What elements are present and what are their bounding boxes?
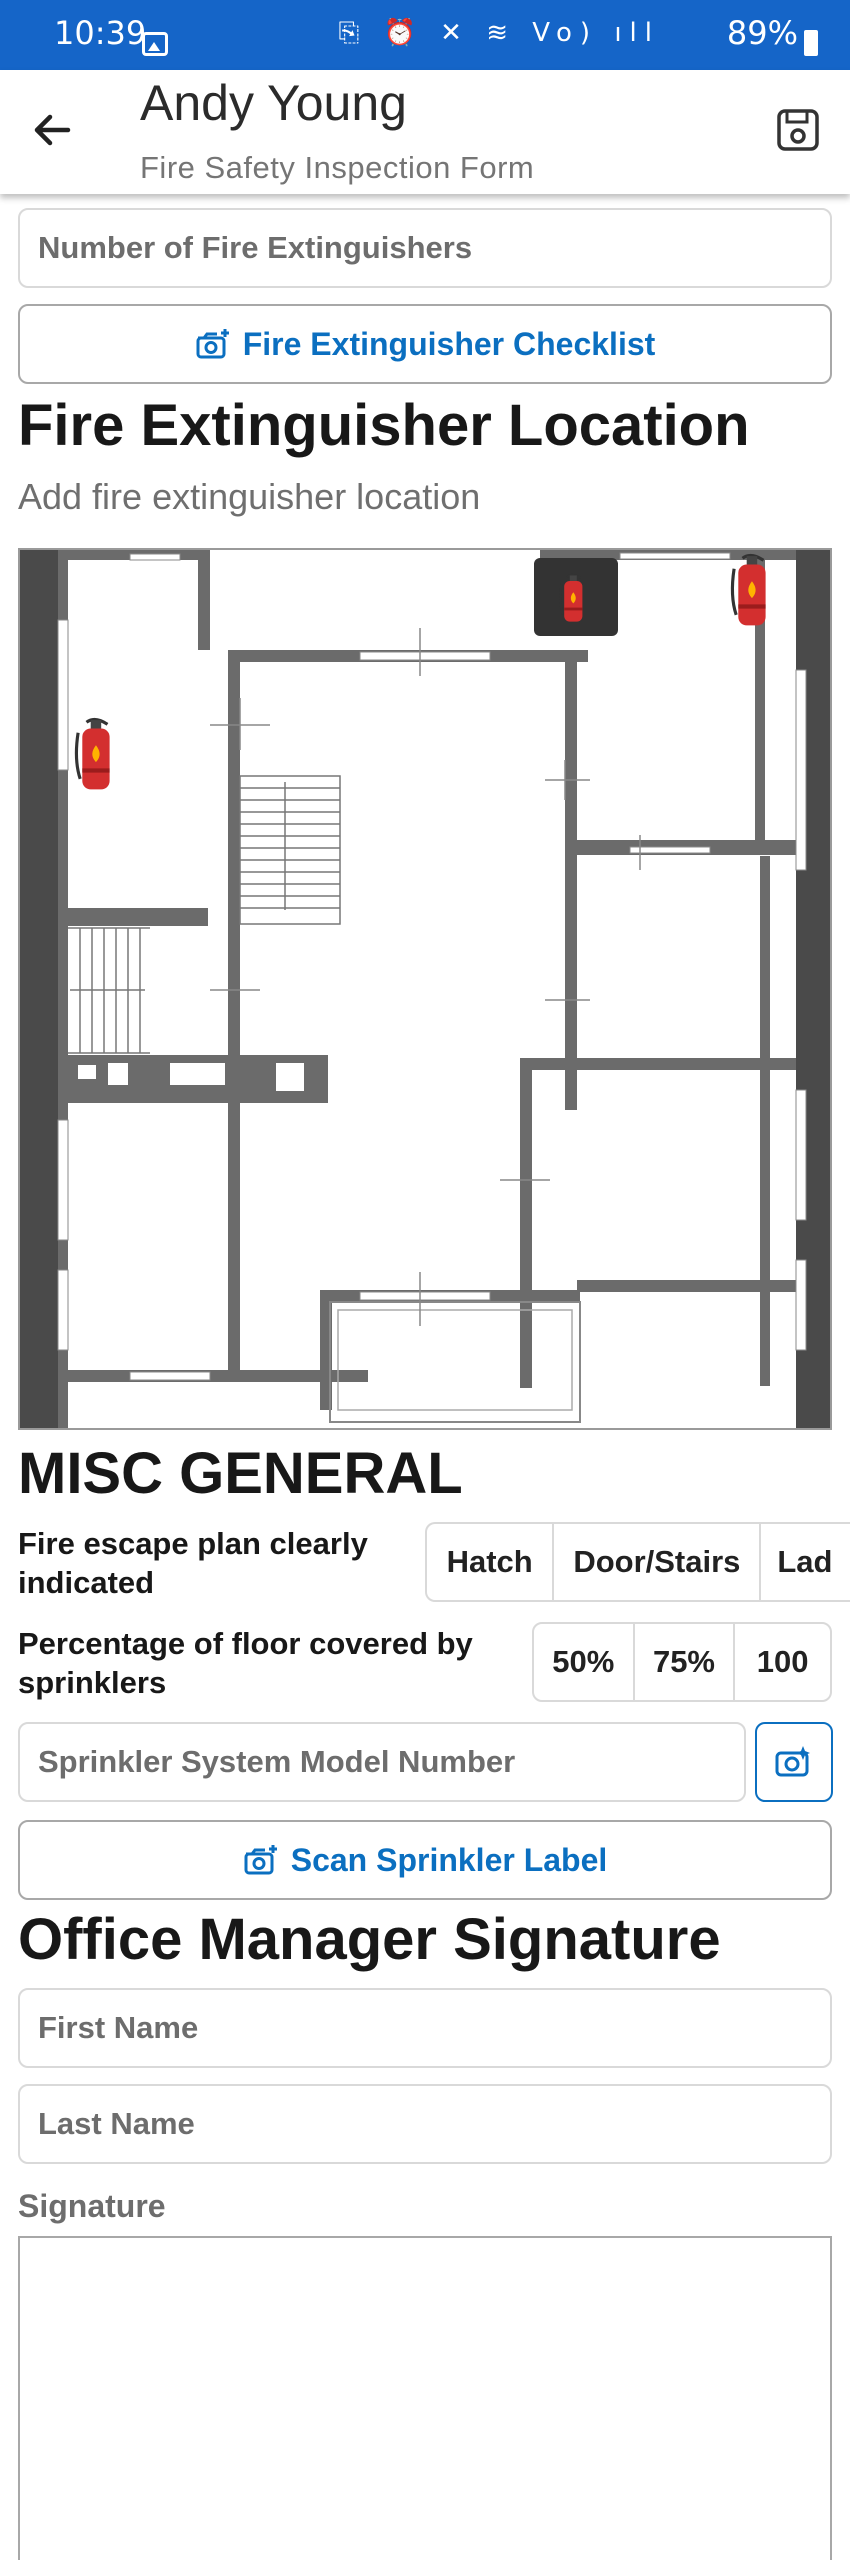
first-name-placeholder: First Name (38, 2010, 199, 2045)
camera-plus-icon (195, 328, 231, 360)
extinguisher-count-input[interactable] (18, 208, 832, 288)
status-icons: ⎘ ⏰ ✕ ≋ Vo) ıll (338, 18, 660, 48)
extinguisher-checklist-button[interactable] (18, 304, 832, 384)
page-title: Andy Young (140, 75, 407, 131)
battery-icon (804, 30, 818, 56)
signature-pad[interactable] (18, 2236, 832, 2560)
floor-plan[interactable] (18, 548, 832, 1430)
camera-scan-icon (774, 1744, 814, 1780)
misc-general-heading: MISC GENERAL (18, 1441, 463, 1506)
page-subtitle: Fire Safety Inspection Form (140, 150, 535, 185)
scan-sprinkler-label-text: Scan Sprinkler Label (290, 1841, 608, 1878)
last-name-placeholder: Last Name (38, 2106, 195, 2141)
status-time: 10:39 (54, 14, 147, 52)
extinguisher-marker-left[interactable] (76, 720, 109, 790)
app-header (0, 70, 850, 194)
floor-plan-drawing (20, 550, 832, 1430)
option-door-stairs[interactable]: Door/Stairs (554, 1524, 761, 1600)
signature-label: Signature (18, 2188, 166, 2224)
extinguisher-count-placeholder: Number of Fire Extinguishers (38, 230, 473, 265)
extinguisher-marker-top-right[interactable] (732, 556, 765, 626)
option-ladder[interactable]: Lad (777, 1544, 833, 1579)
sprinkler-coverage-options (532, 1622, 832, 1702)
status-bar (0, 0, 850, 70)
sprinkler-model-placeholder: Sprinkler System Model Number (38, 1744, 516, 1779)
last-name-input[interactable] (18, 2084, 832, 2164)
signature-section-heading: Office Manager Signature (18, 1907, 721, 1972)
first-name-input[interactable] (18, 1988, 832, 2068)
extinguisher-location-heading: Fire Extinguisher Location (18, 393, 750, 458)
fire-escape-label: Fire escape plan clearly indicated (18, 1526, 368, 1600)
extinguisher-checklist-label: Fire Extinguisher Checklist (242, 325, 656, 362)
save-icon[interactable] (776, 108, 820, 152)
option-75[interactable]: 75% (635, 1624, 736, 1700)
scan-sprinkler-label-button[interactable] (18, 1820, 832, 1900)
option-100[interactable]: 100 (756, 1644, 809, 1679)
scan-text-button[interactable] (755, 1722, 833, 1802)
option-hatch[interactable]: Hatch (427, 1524, 554, 1600)
sprinkler-coverage-label: Percentage of floor covered by sprinklers (18, 1626, 473, 1700)
option-50[interactable]: 50% (534, 1624, 635, 1700)
sprinkler-model-input[interactable] (18, 1722, 746, 1802)
back-arrow-icon[interactable] (28, 106, 76, 154)
gallery-icon (142, 32, 168, 56)
fire-escape-options (425, 1522, 850, 1602)
camera-plus-icon (243, 1844, 279, 1876)
battery-percent: 89% (726, 14, 798, 52)
extinguisher-location-hint: Add fire extinguisher location (18, 476, 481, 517)
